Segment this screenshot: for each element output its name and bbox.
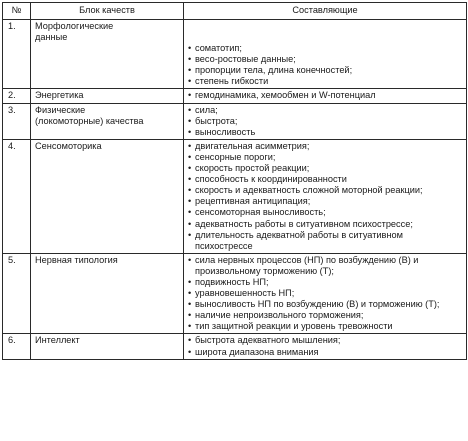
list-item: • уравновешенность НП; — [188, 288, 295, 299]
qualities-table — [2, 2, 467, 360]
bullet-icon: • — [188, 288, 192, 299]
bullet-icon: • — [188, 151, 192, 162]
block-line: Морфологические — [35, 21, 114, 32]
row-components — [184, 20, 467, 89]
header-block: Блок качеств — [31, 3, 184, 20]
table-row — [3, 103, 467, 139]
list-item: • скорость простой реакции; — [188, 163, 310, 174]
list-item: • рецептивная антиципация; — [188, 196, 311, 207]
bullet-icon: • — [188, 299, 192, 310]
list-item: • сенсорные пороги; — [188, 151, 276, 162]
list-item: • способность к координированности — [188, 174, 347, 185]
row-number: 6. — [3, 334, 31, 359]
list-item: • сила; — [188, 104, 218, 115]
bullet-icon: • — [188, 140, 192, 151]
table-row — [3, 89, 467, 103]
row-components — [184, 334, 467, 359]
header-components: Составляющие — [184, 3, 467, 20]
list-item: • выносливость — [188, 126, 256, 137]
bullet-icon: • — [188, 54, 192, 65]
table-row — [3, 20, 467, 89]
header-num: № — [3, 3, 31, 20]
list-item: • степень гибкости — [188, 76, 269, 87]
block-line: Сенсомоторика — [35, 140, 102, 151]
list-item: • сенсомоторная выносливость; — [188, 207, 326, 218]
row-number: 1. — [3, 20, 31, 89]
bullet-icon: • — [188, 207, 192, 218]
component-list — [188, 43, 462, 87]
list-item: • соматотип; — [188, 43, 242, 54]
block-line: Физические — [35, 104, 86, 115]
bullet-icon: • — [188, 163, 192, 174]
block-line: данные — [35, 32, 68, 43]
row-components — [184, 139, 467, 253]
list-item: • длительность адекватной работы в ситуативном психострессе — [188, 229, 403, 251]
bullet-icon: • — [188, 43, 192, 54]
list-item: • тип защитной реакции и уровень тревожности — [188, 321, 393, 332]
component-list — [188, 105, 462, 138]
bullet-icon: • — [188, 65, 192, 76]
bullet-icon: • — [188, 310, 192, 321]
row-number: 3. — [3, 103, 31, 139]
bullet-icon: • — [188, 126, 192, 137]
row-block — [31, 253, 184, 334]
table-row — [3, 253, 467, 334]
list-item: • скорость и адекватность сложной моторной реакции; — [188, 185, 423, 196]
bullet-icon: • — [188, 254, 192, 265]
block-line: Нервная типология — [35, 254, 118, 265]
component-list — [188, 90, 462, 101]
row-components — [184, 89, 467, 103]
bullet-icon: • — [188, 104, 192, 115]
bullet-icon: • — [188, 229, 192, 240]
bullet-icon: • — [188, 174, 192, 185]
table-row — [3, 334, 467, 359]
bullet-icon: • — [188, 321, 192, 332]
table-header-row — [3, 3, 467, 20]
list-item: • весо-ростовые данные; — [188, 54, 296, 65]
bullet-icon: • — [188, 276, 192, 287]
bullet-icon: • — [188, 346, 192, 357]
row-number: 2. — [3, 89, 31, 103]
bullet-icon: • — [188, 185, 192, 196]
bullet-icon: • — [188, 196, 192, 207]
list-item: • двигательная асимметрия; — [188, 140, 310, 151]
component-list — [188, 141, 462, 252]
table-row — [3, 139, 467, 253]
bullet-icon: • — [188, 218, 192, 229]
row-block — [31, 103, 184, 139]
bullet-icon: • — [188, 335, 192, 346]
list-item: • быстрота адекватного мышления; — [188, 335, 341, 346]
list-item: • гемодинамика, хемообмен и W-потенциал — [188, 90, 376, 101]
component-list — [188, 255, 462, 333]
row-components — [184, 103, 467, 139]
row-number: 5. — [3, 253, 31, 334]
row-block — [31, 139, 184, 253]
bullet-icon: • — [188, 90, 192, 101]
row-block — [31, 334, 184, 359]
list-item: • подвижность НП; — [188, 276, 269, 287]
list-item: • выносливость НП по возбуждению (В) и торможению (Т); — [188, 299, 440, 310]
list-item: • наличие непроизвольного торможения; — [188, 310, 364, 321]
bullet-icon: • — [188, 115, 192, 126]
bullet-icon: • — [188, 76, 192, 87]
row-components — [184, 253, 467, 334]
row-block — [31, 20, 184, 89]
component-list — [188, 335, 462, 357]
row-block — [31, 89, 184, 103]
block-line: (локомоторные) качества — [35, 115, 144, 126]
block-line: Интеллект — [35, 335, 80, 346]
list-item: • сила нервных процессов (НП) по возбуждению (В) и произвольному торможению (Т); — [188, 254, 419, 276]
list-item: • быстрота; — [188, 115, 238, 126]
list-item: • адекватность работы в ситуативном психострессе; — [188, 218, 413, 229]
list-item: • пропорции тела, длина конечностей; — [188, 65, 353, 76]
block-line: Энергетика — [35, 90, 84, 101]
row-number: 4. — [3, 139, 31, 253]
list-item: • широта диапазона внимания — [188, 346, 319, 357]
